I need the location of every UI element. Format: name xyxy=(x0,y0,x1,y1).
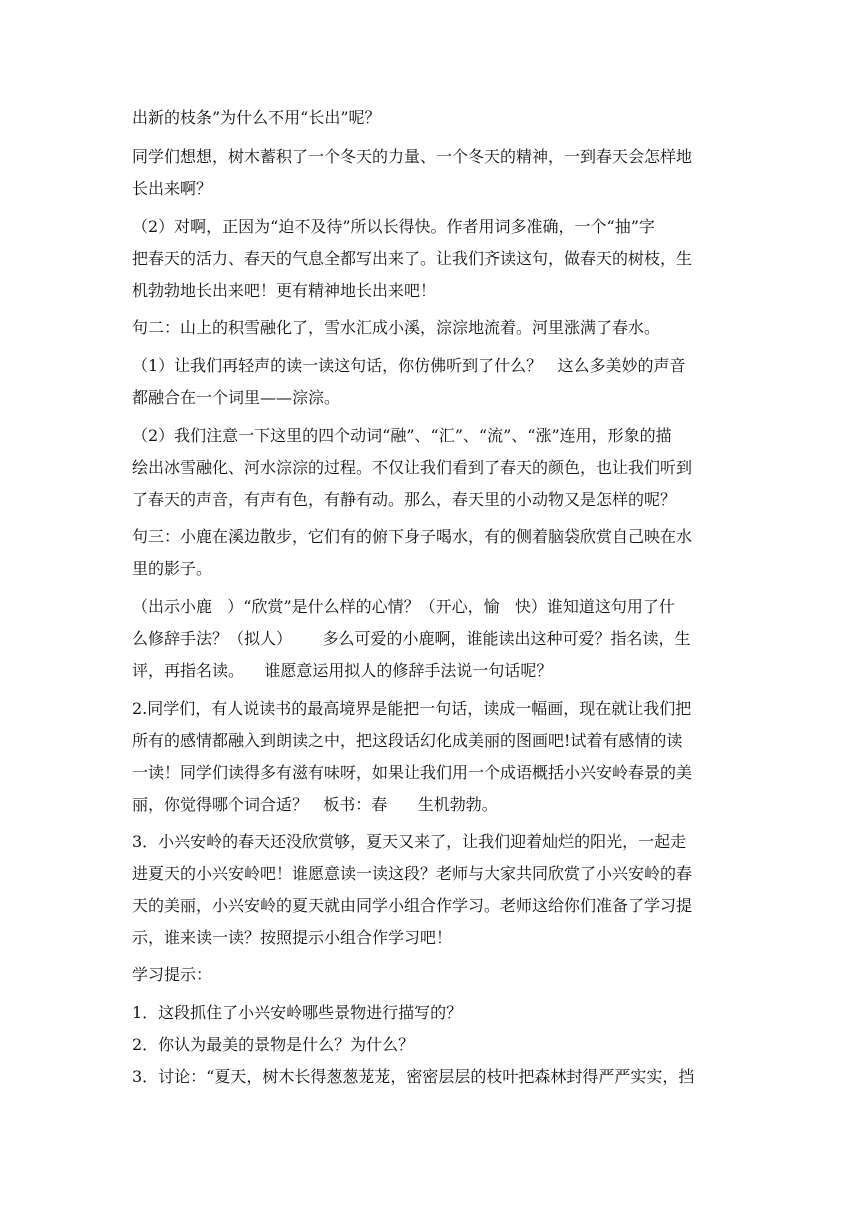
text-line: 2．你认为最美的景物是什么？为什么？ xyxy=(132,1035,415,1054)
text-line: 一读！同学们读得多有滋有味呀，如果让我们用一个成语概括小兴安岭春景的美 xyxy=(132,763,693,782)
text-line: 么修辞手法？（拟人） 多么可爱的小鹿啊，谁能读出这种可爱？指名读，生 xyxy=(132,629,691,648)
text-line: 句三：小鹿在溪边散步，它们有的俯下身子喝水，有的侧着脑袋欣赏自己映在水 xyxy=(132,527,693,546)
text-line: 把春天的活力、春天的气息全都写出来了。让我们齐读这句，做春天的树枝，生 xyxy=(132,249,693,268)
text-line: 进夏天的小兴安岭吧！谁愿意读一读这段？老师与大家共同欣赏了小兴安岭的春 xyxy=(132,864,693,883)
text-line: 同学们想想，树木蓄积了一个冬天的力量、一个冬天的精神，一到春天会怎样地 xyxy=(132,147,693,166)
text-line: 2.同学们，有人说读书的最高境界是能把一句话，读成一幅画，现在就让我们把 xyxy=(132,699,692,718)
text-line: 3．小兴安岭的春天还没欣赏够，夏天又来了，让我们迎着灿烂的阳光，一起走 xyxy=(132,832,687,851)
text-line: 3．讨论：“夏天，树木长得葱葱茏茏，密密层层的枝叶把森林封得严严实实，挡 xyxy=(132,1067,695,1086)
text-line: 绘出冰雪融化、河水淙淙的过程。不仅让我们看到了春天的颜色，也让我们听到 xyxy=(132,458,693,477)
text-line: （1）让我们再轻声的读一读这句话，你仿佛听到了什么？ 这么多美妙的声音 xyxy=(132,356,686,375)
text-line: 里的影子。 xyxy=(132,559,213,578)
text-line: 句二：山上的积雪融化了，雪水汇成小溪，淙淙地流着。河里涨满了春水。 xyxy=(132,318,661,337)
text-line: 示，谁来读一读？按照提示小组合作学习吧！ xyxy=(132,928,453,947)
text-line: 1．这段抓住了小兴安岭哪些景物进行描写的？ xyxy=(132,1003,463,1022)
text-line: 了春天的声音，有声有色，有静有动。那么，春天里的小动物又是怎样的呢？ xyxy=(132,490,677,509)
text-line: 天的美丽，小兴安岭的夏天就由同学小组合作学习。老师这给你们准备了学习提 xyxy=(132,896,693,915)
text-line: （2）对啊，正因为“迫不及待”所以长得快。作者用词多准确，一个“抽”字 xyxy=(132,217,655,236)
text-line: 学习提示： xyxy=(132,965,213,984)
text-line: （出示小鹿 ）“欣赏”是什么样的心情？（开心，愉 快）谁知道这句用了什 xyxy=(132,597,675,616)
text-line: 出新的枝条”为什么不用“长出”呢？ xyxy=(132,108,381,127)
text-line: 评，再指名读。 谁愿意运用拟人的修辞手法说一句话呢？ xyxy=(132,661,553,680)
text-line: 长出来啊？ xyxy=(132,179,213,198)
text-line: （2）我们注意一下这里的四个动词“融”、“汇”、“流”、“涨”连用，形象的描 xyxy=(132,426,672,445)
text-line: 机勃勃地长出来吧！更有精神地长出来吧！ xyxy=(132,281,437,300)
text-line: 都融合在一个词里——淙淙。 xyxy=(132,388,341,407)
text-line: 所有的感情都融入到朗读之中，把这段话幻化成美丽的图画吧!试着有感情的读 xyxy=(132,731,683,750)
text-line: 丽，你觉得哪个词合适？ 板书：春 生机勃勃。 xyxy=(132,795,498,814)
